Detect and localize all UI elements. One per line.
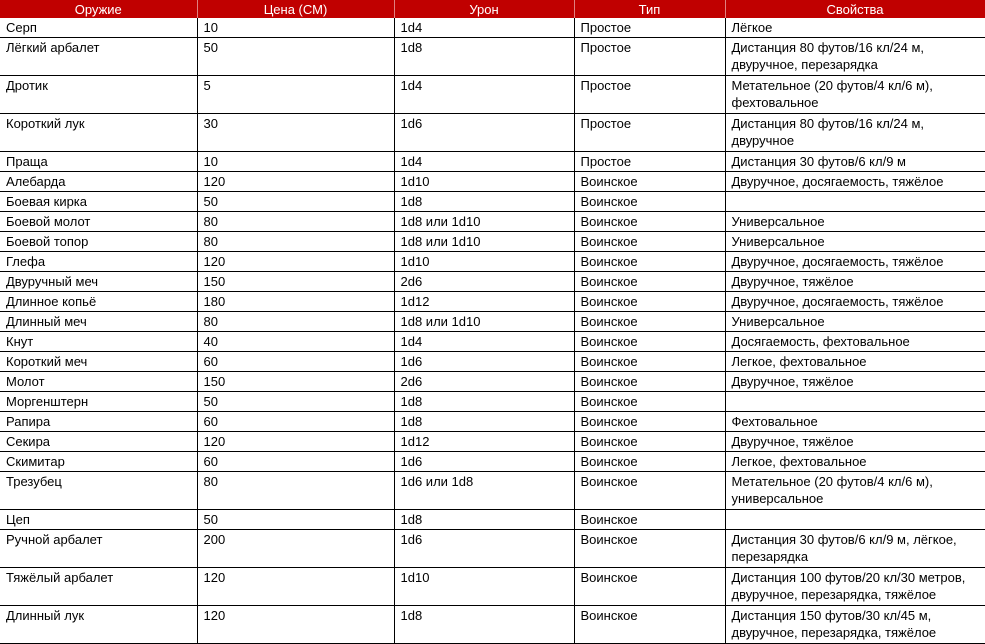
- weapon-name-cell: Короткий лук: [0, 114, 197, 152]
- properties-cell: Универсальное: [725, 312, 985, 332]
- type-cell: Воинское: [574, 252, 725, 272]
- price-cell: 40: [197, 332, 394, 352]
- table-row: [0, 152, 985, 172]
- type-cell: Воинское: [574, 412, 725, 432]
- table-row: [0, 452, 985, 472]
- damage-cell: 1d8 или 1d10: [394, 212, 574, 232]
- table-row: [0, 252, 985, 272]
- type-cell: Воинское: [574, 568, 725, 606]
- price-cell: 5: [197, 76, 394, 114]
- table-row: [0, 472, 985, 510]
- table-body: [0, 18, 985, 644]
- table-row: [0, 172, 985, 192]
- damage-cell: 1d12: [394, 432, 574, 452]
- damage-cell: 1d12: [394, 292, 574, 312]
- price-cell: 60: [197, 452, 394, 472]
- price-cell: 50: [197, 38, 394, 76]
- properties-cell: Универсальное: [725, 232, 985, 252]
- header-damage: Урон: [394, 0, 574, 18]
- price-cell: 120: [197, 432, 394, 452]
- price-cell: 80: [197, 312, 394, 332]
- damage-cell: 1d4: [394, 152, 574, 172]
- properties-cell: Двуручное, тяжёлое: [725, 432, 985, 452]
- weapon-name-cell: Ручной арбалет: [0, 530, 197, 568]
- properties-cell: [725, 510, 985, 530]
- damage-cell: 1d8: [394, 192, 574, 212]
- price-cell: 60: [197, 412, 394, 432]
- properties-cell: Фехтовальное: [725, 412, 985, 432]
- weapon-name-cell: Моргенштерн: [0, 392, 197, 412]
- table-row: [0, 272, 985, 292]
- weapon-name-cell: Дротик: [0, 76, 197, 114]
- damage-cell: 1d8 или 1d10: [394, 232, 574, 252]
- price-cell: 200: [197, 530, 394, 568]
- weapon-name-cell: Трезубец: [0, 472, 197, 510]
- type-cell: Воинское: [574, 510, 725, 530]
- table-row: [0, 606, 985, 644]
- type-cell: Простое: [574, 76, 725, 114]
- damage-cell: 1d4: [394, 18, 574, 38]
- table-row: [0, 530, 985, 568]
- weapon-name-cell: Лёгкий арбалет: [0, 38, 197, 76]
- damage-cell: 1d6: [394, 530, 574, 568]
- damage-cell: 1d6: [394, 352, 574, 372]
- damage-cell: 1d8: [394, 38, 574, 76]
- type-cell: Простое: [574, 18, 725, 38]
- type-cell: Воинское: [574, 172, 725, 192]
- damage-cell: 1d8: [394, 392, 574, 412]
- header-price: Цена (СМ): [197, 0, 394, 18]
- price-cell: 50: [197, 192, 394, 212]
- type-cell: Воинское: [574, 312, 725, 332]
- damage-cell: 2d6: [394, 372, 574, 392]
- properties-cell: Досягаемость, фехтовальное: [725, 332, 985, 352]
- damage-cell: 1d8: [394, 412, 574, 432]
- price-cell: 120: [197, 252, 394, 272]
- price-cell: 120: [197, 568, 394, 606]
- damage-cell: 1d8: [394, 606, 574, 644]
- type-cell: Воинское: [574, 530, 725, 568]
- table-row: [0, 292, 985, 312]
- price-cell: 180: [197, 292, 394, 312]
- type-cell: Воинское: [574, 232, 725, 252]
- header-weapon: Оружие: [0, 0, 197, 18]
- price-cell: 80: [197, 232, 394, 252]
- type-cell: Простое: [574, 152, 725, 172]
- table-row: [0, 114, 985, 152]
- weapon-name-cell: Цеп: [0, 510, 197, 530]
- price-cell: 120: [197, 172, 394, 192]
- table-row: [0, 38, 985, 76]
- table-row: [0, 392, 985, 412]
- table-row: [0, 372, 985, 392]
- type-cell: Воинское: [574, 452, 725, 472]
- table-row: [0, 232, 985, 252]
- table-row: [0, 76, 985, 114]
- type-cell: Простое: [574, 38, 725, 76]
- weapon-name-cell: Праща: [0, 152, 197, 172]
- damage-cell: 1d10: [394, 252, 574, 272]
- price-cell: 80: [197, 472, 394, 510]
- type-cell: Воинское: [574, 332, 725, 352]
- weapon-name-cell: Кнут: [0, 332, 197, 352]
- weapon-name-cell: Рапира: [0, 412, 197, 432]
- price-cell: 120: [197, 606, 394, 644]
- price-cell: 150: [197, 272, 394, 292]
- price-cell: 80: [197, 212, 394, 232]
- damage-cell: 1d10: [394, 172, 574, 192]
- properties-cell: Дистанция 30 футов/6 кл/9 м: [725, 152, 985, 172]
- type-cell: Воинское: [574, 292, 725, 312]
- type-cell: Воинское: [574, 432, 725, 452]
- type-cell: Простое: [574, 114, 725, 152]
- table-row: [0, 212, 985, 232]
- table-row: [0, 412, 985, 432]
- properties-cell: Метательное (20 футов/4 кл/6 м), универсальное: [725, 472, 985, 510]
- table-row: [0, 352, 985, 372]
- table-row: [0, 568, 985, 606]
- damage-cell: 1d8 или 1d10: [394, 312, 574, 332]
- properties-cell: Двуручное, досягаемость, тяжёлое: [725, 292, 985, 312]
- type-cell: Воинское: [574, 352, 725, 372]
- header-properties: Свойства: [725, 0, 985, 18]
- type-cell: Воинское: [574, 212, 725, 232]
- type-cell: Воинское: [574, 272, 725, 292]
- weapon-name-cell: Скимитар: [0, 452, 197, 472]
- weapon-name-cell: Длинный меч: [0, 312, 197, 332]
- price-cell: 50: [197, 510, 394, 530]
- header-type: Тип: [574, 0, 725, 18]
- price-cell: 50: [197, 392, 394, 412]
- type-cell: Воинское: [574, 472, 725, 510]
- table-header-row: [0, 0, 985, 18]
- weapon-name-cell: Алебарда: [0, 172, 197, 192]
- properties-cell: Двуручное, тяжёлое: [725, 372, 985, 392]
- properties-cell: Легкое, фехтовальное: [725, 352, 985, 372]
- properties-cell: Дистанция 80 футов/16 кл/24 м, двуручное, перезарядка: [725, 38, 985, 76]
- properties-cell: Универсальное: [725, 212, 985, 232]
- properties-cell: Дистанция 150 футов/30 кл/45 м, двуручное, перезарядка, тяжёлое: [725, 606, 985, 644]
- damage-cell: 1d6: [394, 114, 574, 152]
- weapon-name-cell: Тяжёлый арбалет: [0, 568, 197, 606]
- price-cell: 10: [197, 152, 394, 172]
- price-cell: 60: [197, 352, 394, 372]
- weapon-name-cell: Двуручный меч: [0, 272, 197, 292]
- damage-cell: 1d6: [394, 452, 574, 472]
- table-row: [0, 18, 985, 38]
- weapon-name-cell: Короткий меч: [0, 352, 197, 372]
- weapon-name-cell: Боевой молот: [0, 212, 197, 232]
- weapon-name-cell: Серп: [0, 18, 197, 38]
- table-row: [0, 432, 985, 452]
- properties-cell: Двуручное, досягаемость, тяжёлое: [725, 172, 985, 192]
- weapon-name-cell: Боевой топор: [0, 232, 197, 252]
- type-cell: Воинское: [574, 192, 725, 212]
- properties-cell: Дистанция 80 футов/16 кл/24 м, двуручное: [725, 114, 985, 152]
- weapon-name-cell: Длинное копьё: [0, 292, 197, 312]
- damage-cell: 1d8: [394, 510, 574, 530]
- properties-cell: Двуручное, тяжёлое: [725, 272, 985, 292]
- price-cell: 10: [197, 18, 394, 38]
- table-row: [0, 332, 985, 352]
- properties-cell: [725, 392, 985, 412]
- type-cell: Воинское: [574, 372, 725, 392]
- properties-cell: Метательное (20 футов/4 кл/6 м), фехтовальное: [725, 76, 985, 114]
- type-cell: Воинское: [574, 392, 725, 412]
- table-row: [0, 312, 985, 332]
- properties-cell: [725, 192, 985, 212]
- weapon-name-cell: Молот: [0, 372, 197, 392]
- properties-cell: Дистанция 30 футов/6 кл/9 м, лёгкое, перезарядка: [725, 530, 985, 568]
- properties-cell: Легкое, фехтовальное: [725, 452, 985, 472]
- price-cell: 30: [197, 114, 394, 152]
- weapon-name-cell: Длинный лук: [0, 606, 197, 644]
- damage-cell: 1d4: [394, 332, 574, 352]
- type-cell: Воинское: [574, 606, 725, 644]
- damage-cell: 1d10: [394, 568, 574, 606]
- table-row: [0, 192, 985, 212]
- properties-cell: Дистанция 100 футов/20 кл/30 метров, двуручное, перезарядка, тяжёлое: [725, 568, 985, 606]
- damage-cell: 2d6: [394, 272, 574, 292]
- damage-cell: 1d6 или 1d8: [394, 472, 574, 510]
- table-row: [0, 510, 985, 530]
- weapon-name-cell: Боевая кирка: [0, 192, 197, 212]
- damage-cell: 1d4: [394, 76, 574, 114]
- properties-cell: Лёгкое: [725, 18, 985, 38]
- weapon-name-cell: Глефа: [0, 252, 197, 272]
- properties-cell: Двуручное, досягаемость, тяжёлое: [725, 252, 985, 272]
- price-cell: 150: [197, 372, 394, 392]
- weapon-name-cell: Секира: [0, 432, 197, 452]
